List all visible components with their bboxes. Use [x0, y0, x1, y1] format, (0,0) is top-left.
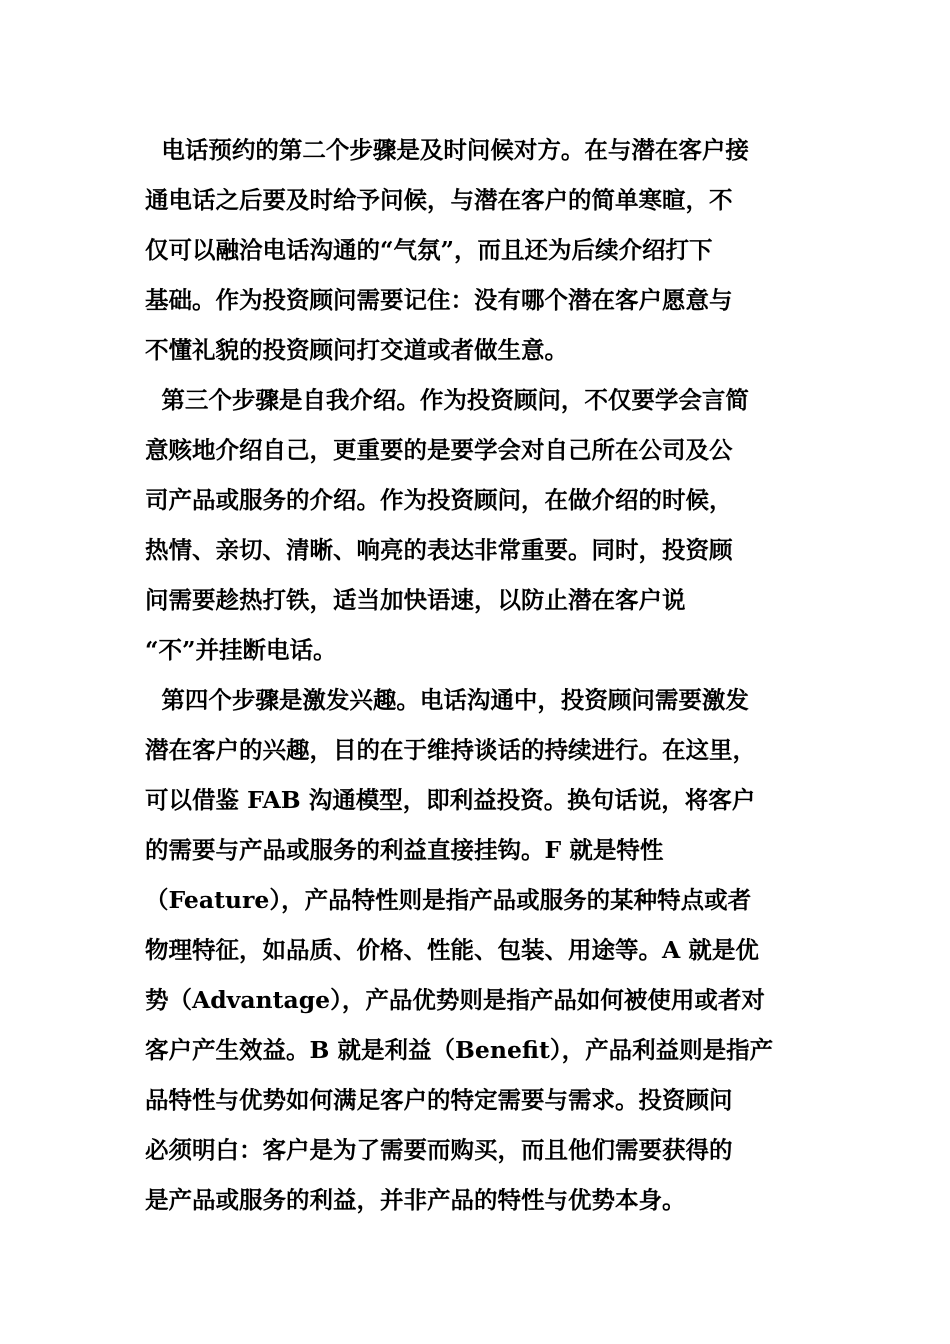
text-line: 必须明白：客户是为了需要而购买，而且他们需要获得的: [145, 1136, 733, 1164]
text-line: （Feature），产品特性则是指产品或服务的某种特点或者: [145, 886, 752, 914]
text-line: 通电话之后要及时给予问候，与潜在客户的简单寒暄，不: [145, 186, 733, 214]
text-line: “不”并挂断电话。: [145, 636, 337, 664]
text-line: 不懂礼貌的投资顾问打交道或者做生意。: [145, 336, 568, 364]
text-line: 是产品或服务的利益，并非产品的特性与优势本身。: [145, 1186, 686, 1214]
text-line: 可以借鉴 FAB 沟通模型，即利益投资。换句话说，将客户: [145, 786, 756, 814]
body-text: [145, 125, 810, 1225]
text-line: 物理特征，如品质、价格、性能、包装、用途等。A 就是优: [145, 936, 759, 964]
text-line: 第三个步骤是自我介绍。作为投资顾问，不仅要学会言简: [145, 386, 749, 414]
text-line: 问需要趁热打铁，适当加快语速，以防止潜在客户说: [145, 586, 686, 614]
text-line: 客户产生效益。B 就是利益（Benefit），产品利益则是指产: [145, 1036, 774, 1064]
text-line: 电话预约的第二个步骤是及时问候对方。在与潜在客户接: [145, 136, 749, 164]
text-line: 基础。作为投资顾问需要记住：没有哪个潜在客户愿意与: [145, 286, 733, 314]
text-line: 品特性与优势如何满足客户的特定需要与需求。投资顾问: [145, 1086, 733, 1114]
text-line: 第四个步骤是激发兴趣。电话沟通中，投资顾问需要激发: [145, 686, 749, 714]
text-line: 热情、亲切、清晰、响亮的表达非常重要。同时，投资顾: [145, 536, 733, 564]
text-line: 司产品或服务的介绍。作为投资顾问，在做介绍的时候，: [145, 486, 733, 514]
text-line: 仅可以融洽电话沟通的“气氛”，而且还为后续介绍打下: [145, 236, 713, 264]
text-line: 势（Advantage），产品优势则是指产品如何被使用或者对: [145, 986, 765, 1014]
text-line: 的需要与产品或服务的利益直接挂钩。F 就是特性: [145, 836, 664, 864]
text-line: 潜在客户的兴趣，目的在于维持谈话的持续进行。在这里，: [145, 736, 756, 764]
text-line: 意赅地介绍自己，更重要的是要学会对自己所在公司及公: [145, 436, 733, 464]
